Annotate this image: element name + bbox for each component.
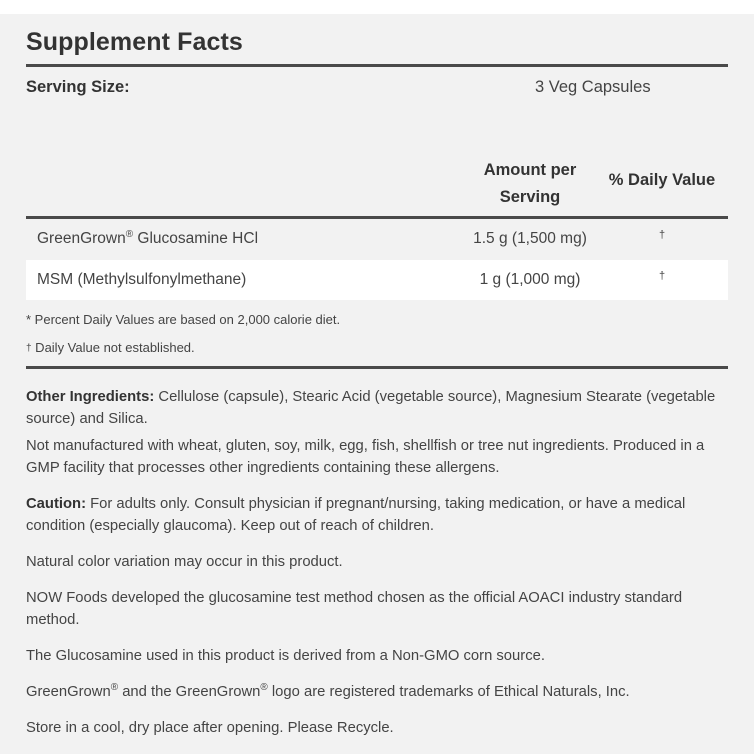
percent-daily-footnote: * Percent Daily Values are based on 2,000 calorie diet. xyxy=(26,312,341,327)
other-ingredients: Other Ingredients: Cellulose (capsule), Stearic Acid (vegetable source), Magnesium Stearate (vegetable source) and Silica. xyxy=(26,389,716,427)
ingredient-daily-value: † xyxy=(658,270,666,282)
footnote-divider xyxy=(26,366,728,369)
serving-size-label: Serving Size: xyxy=(26,78,130,96)
table-row xyxy=(26,219,728,259)
dagger-footnote: † Daily Value not established. xyxy=(26,340,195,355)
ingredient-name: MSM (Methylsulfonylmethane) xyxy=(37,271,247,288)
serving-size-value: 3 Veg Capsules xyxy=(535,78,651,96)
caution-statement: Caution: For adults only. Consult physician if pregnant/nursing, taking medication, or have a medical condition (especially glaucoma). Keep out of reach of children. xyxy=(26,496,686,534)
non-gmo-note: The Glucosamine used in this product is derived from a Non-GMO corn source. xyxy=(26,648,545,664)
ingredient-daily-value: † xyxy=(658,229,666,241)
test-method-note: NOW Foods developed the glucosamine test method chosen as the official AOACI industry standard method. xyxy=(26,590,683,628)
storage-note: Store in a cool, dry place after opening. Please Recycle. xyxy=(26,720,394,736)
supplement-facts-title: Supplement Facts xyxy=(26,28,243,56)
color-variation-note: Natural color variation may occur in this product. xyxy=(26,554,343,570)
ingredient-amount: 1 g (1,000 mg) xyxy=(479,271,581,288)
amount-per-serving-header: Amount per Serving xyxy=(483,161,577,206)
ingredient-name: GreenGrown® Glucosamine HCl xyxy=(37,228,259,247)
table-row xyxy=(26,260,728,300)
supplement-facts-panel xyxy=(0,14,754,754)
ingredient-amount: 1.5 g (1,500 mg) xyxy=(473,230,587,247)
daily-value-header: % Daily Value xyxy=(608,171,716,189)
title-divider xyxy=(26,64,728,67)
trademark-note: GreenGrown® and the GreenGrown® logo are registered trademarks of Ethical Naturals, Inc. xyxy=(26,682,630,700)
allergen-statement: Not manufactured with wheat, gluten, soy, milk, egg, fish, shellfish or tree nut ingredients. Produced in a GMP facility that processes other ingredients containing these allergens. xyxy=(26,438,705,476)
